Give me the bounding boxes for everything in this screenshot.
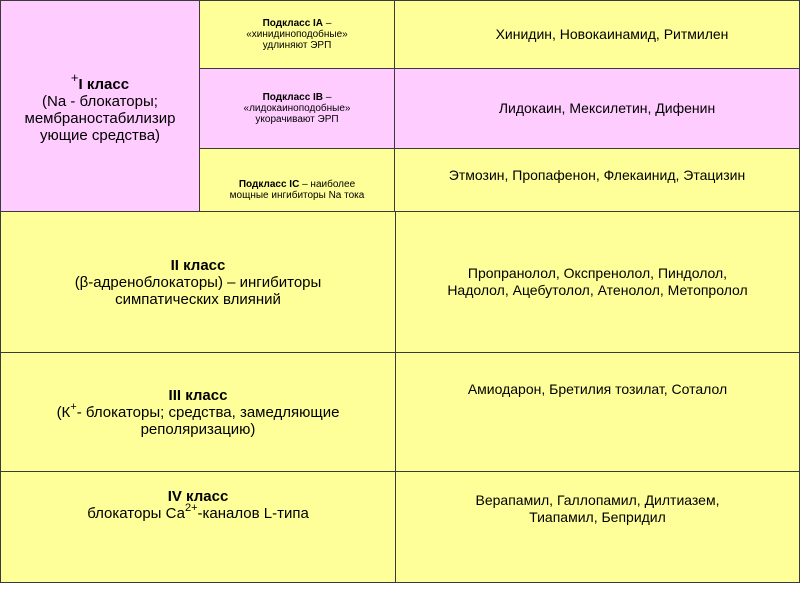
class1-text [25,69,176,144]
class2-drugs [447,265,747,299]
class2-drugs-line2: Надолол, Ацебутолол, Атенолол, Метопролол [447,282,748,298]
class2-line2: симпатических влияний [115,290,281,308]
class4-drugs [476,492,720,526]
class2-title: II класс [170,256,226,274]
class1-line2: мембраностабилизир [24,109,176,127]
subclass-ia-drugs: Хинидин, Новокаинамид, Ритмилен [495,26,729,42]
subclass-ib-desc1: «лидокаиноподобные» [243,103,351,114]
subclass-ia-text [246,18,347,51]
subclass-ib-name: Подкласс IB [262,92,324,103]
class4-title: IV класс [167,488,229,505]
class2-drugs-cell [395,211,800,353]
class1-sup: + [70,69,79,85]
class3-sup: + [70,400,77,413]
subclass-ia-dash: – [323,18,332,29]
class4-drugs-line2: Тиапамил, Бепридил [529,509,666,525]
class4-drugs-cell [395,471,800,583]
class2-line1: (β-адреноблокаторы) – ингибиторы [74,273,322,291]
class4-line1-b: -каналов L-типа [197,505,309,522]
class3-line1-b: - блокаторы; средства, замедляющие [76,403,340,421]
subclass-ia-cell [199,0,395,69]
class4-drugs-line1: Верапамил, Галлопамил, Дилтиазем, [475,492,720,508]
subclass-ib-drugs: Лидокаин, Мексилетин, Дифенин [498,100,716,116]
subclass-ib-drugs-cell [394,68,800,149]
class1-line1-b: - блокаторы; [70,92,158,110]
subclass-ic-drugs-cell [394,148,800,212]
subclass-ib-text [244,92,351,125]
subclass-ib-dash: – [323,92,332,103]
class3-line2: реполяризацию) [140,420,256,438]
class3-title: III класс [168,386,228,404]
class3-cell [0,352,396,472]
class1-line3: ующие средства) [39,126,161,144]
class1-cell [0,0,200,212]
class4-text [87,488,309,522]
subclass-ia-drugs-cell [394,0,800,69]
subclass-ic-text [230,179,365,201]
subclass-ia-desc1: «хинидиноподобные» [246,29,348,40]
class4-sup: 2+ [184,502,198,514]
class2-drugs-line1: Пропранолол, Окспренолол, Пиндолол, [467,265,728,281]
subclass-ic-drugs: Этмозин, Пропафенон, Флекаинид, Этацизин [448,167,746,183]
subclass-ib-desc2: укорачивают ЭРП [255,114,339,125]
class3-drugs-cell [395,352,800,472]
class2-text [75,257,322,308]
class3-line1-a: (К [56,403,71,421]
class3-drugs: Амиодарон, Бретилия тозилат, Соталол [467,381,728,397]
class1-line1-a: (Na [42,92,67,110]
class3-text [57,387,340,438]
subclass-ic-name: Подкласс IC [238,179,300,190]
class1-title: I класс [78,75,130,93]
subclass-ic-cell [199,148,395,212]
subclass-ia-desc2: удлиняют ЭРП [262,40,332,51]
class2-cell [0,211,396,353]
subclass-ic-dash: – наиболее [299,179,356,190]
class4-cell [0,471,396,583]
subclass-ic-desc1: мощные ингибиторы Na тока [229,190,365,201]
class4-line1-a: блокаторы Са [87,505,185,522]
subclass-ia-name: Подкласс IA [262,18,324,29]
subclass-ib-cell [199,68,395,149]
